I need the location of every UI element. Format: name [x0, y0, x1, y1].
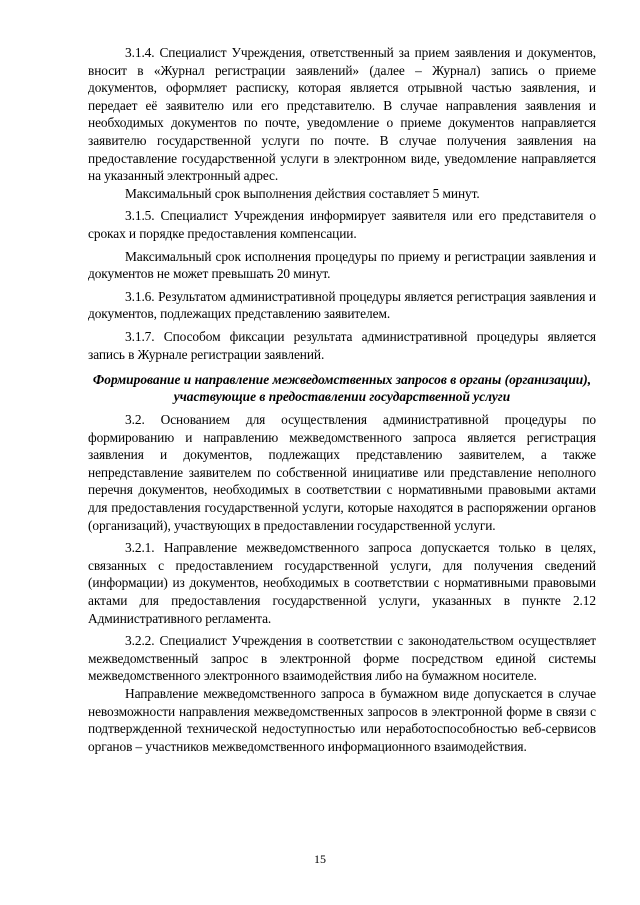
- paragraph-3-2-2: 3.2.2. Специалист Учреждения в соответствии с законодательством осуществляет межведомственный запрос в электронной форме посредством единой системы межведомственного электронного взаимодействия либо на бумажном носителе.: [88, 633, 596, 684]
- paragraph-3-2-1: 3.2.1. Направление межведомственного запроса допускается только в целях, связанных с предоставлением государственной услуги, для получения сведений (информации) из документов, необходимых в соответствии с нормативными правовыми актами для предоставления государственной услуги, указанных в пункте 2.12 Административного регламента.: [88, 540, 596, 626]
- paragraph-3-2: 3.2. Основанием для осуществления административной процедуры по формированию и направлению межведомственного запроса является регистрация заявления и документов, подлежащих представлению заявителем, а также непредставление заявителем по собственной инициативе или представление неполного перечня документов, необходимых в соответствии с нормативными правовыми актами для предоставления государственной услуги, которые находятся в распоряжении органов (организаций), участвующих в предоставлении государственной услуги.: [88, 412, 596, 533]
- document-page: [88, 44, 596, 755]
- paragraph-max-time-20: Максимальный срок исполнения процедуры по приему и регистрации заявления и документов не может превышать 20 минут.: [88, 248, 596, 282]
- paragraph-3-1-6: 3.1.6. Результатом административной процедуры является регистрация заявления и документов, подлежащих представлению заявителем.: [88, 288, 596, 322]
- paragraph-3-1-4: 3.1.4. Специалист Учреждения, ответственный за прием заявления и документов, вносит в «Журнал регистрации заявлений» (далее – Журнал) запись о приеме документов, оформляет расписку, которая является отрывной частью заявления, и передает её заявителю или его представителю. В случае направления заявления и необходимых документов по почте, уведомление о приеме документов направляется заявителю государственной услуги по почте. В случае получения заявления на предоставление государственной услуги в электронном виде, уведомление направляется на указанный электронный адрес.: [88, 45, 596, 184]
- section-heading: Формирование и направление межведомственных запросов в органы (организации), участвующие в предоставлении государственной услуги: [92, 372, 592, 405]
- paragraph-3-1-7: 3.1.7. Способом фиксации результата административной процедуры является запись в Журнале регистрации заявлений.: [88, 328, 596, 362]
- page-number: 15: [314, 852, 326, 866]
- paragraph-paper-request: Направление межведомственного запроса в бумажном виде допускается в случае невозможности направления межведомственных запросов в электронной форме в связи с подтвержденной технической недоступностью или неработоспособностью веб-сервисов органов – участников межведомственного информационного взаимодействия.: [88, 686, 596, 754]
- paragraph-3-1-5: 3.1.5. Специалист Учреждения информирует заявителя или его представителя о сроках и порядке предоставления компенсации.: [88, 208, 596, 241]
- paragraph-max-time-5: Максимальный срок выполнения действия составляет 5 минут.: [125, 185, 480, 201]
